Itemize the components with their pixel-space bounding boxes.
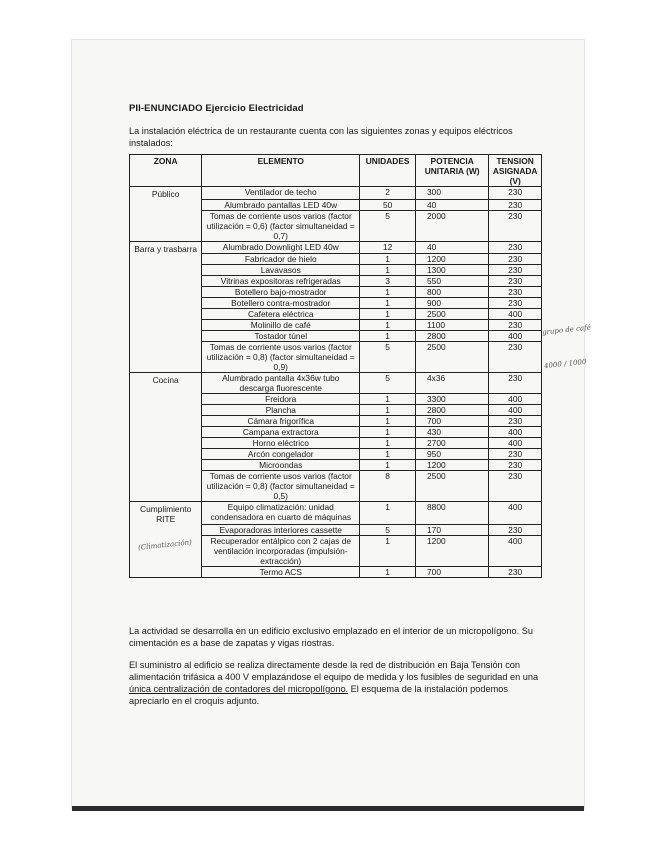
table-row (130, 331, 542, 342)
voltage-cell: 230 (489, 373, 542, 394)
paragraph-supply-underlined: única centralización de contadores del micropolígono. (129, 684, 349, 694)
zone-cell (130, 449, 202, 460)
zone-cell: Cocina (130, 373, 202, 394)
units-cell: 2 (360, 187, 416, 200)
voltage-cell: 230 (489, 199, 542, 210)
units-cell: 1 (360, 416, 416, 427)
table-row (130, 405, 542, 416)
zone-cell (130, 320, 202, 331)
zone-cell (130, 394, 202, 405)
table-header-row (130, 155, 542, 187)
power-cell: 1200 (416, 535, 489, 566)
units-cell: 1 (360, 331, 416, 342)
zone-cell (130, 566, 202, 577)
units-cell: 1 (360, 427, 416, 438)
voltage-cell: 230 (489, 287, 542, 298)
units-cell: 50 (360, 199, 416, 210)
units-cell: 1 (360, 265, 416, 276)
zone-cell (130, 460, 202, 471)
table-row (130, 449, 542, 460)
power-cell: 2700 (416, 438, 489, 449)
power-cell: 40 (416, 199, 489, 210)
power-cell: 900 (416, 298, 489, 309)
header-unidades: UNIDADES (360, 155, 416, 187)
table-row (130, 309, 542, 320)
table-row (130, 394, 542, 405)
voltage-cell: 230 (489, 320, 542, 331)
units-cell: 1 (360, 566, 416, 577)
zone-cell: Barra y trasbarra (130, 241, 202, 254)
voltage-cell: 230 (489, 471, 542, 502)
element-cell: Botellero bajo-mostrador (202, 287, 360, 298)
power-cell: 4x36 (416, 373, 489, 394)
table-row (130, 287, 542, 298)
voltage-cell: 230 (489, 210, 542, 241)
units-cell: 1 (360, 460, 416, 471)
element-cell: Molinillo de café (202, 320, 360, 331)
header-tension: TENSION ASIGNADA (V) (489, 155, 542, 187)
units-cell: 1 (360, 438, 416, 449)
zone-cell (130, 265, 202, 276)
units-cell: 3 (360, 276, 416, 287)
paragraph-supply (129, 659, 542, 707)
power-cell: 550 (416, 276, 489, 287)
element-cell: Lavavasos (202, 265, 360, 276)
table-row (130, 210, 542, 241)
voltage-cell: 230 (489, 187, 542, 200)
power-cell: 950 (416, 449, 489, 460)
table-row (130, 471, 542, 502)
table-row (130, 320, 542, 331)
units-cell: 1 (360, 535, 416, 566)
units-cell: 5 (360, 342, 416, 373)
handwritten-tostador-note: 4000 / 1000 (543, 357, 587, 371)
units-cell: 1 (360, 502, 416, 525)
voltage-cell: 230 (489, 254, 542, 265)
voltage-cell: 400 (489, 405, 542, 416)
table-body (130, 187, 542, 578)
table-row (130, 254, 542, 265)
element-cell: Ventilador de techo (202, 187, 360, 200)
voltage-cell: 400 (489, 427, 542, 438)
power-cell: 1200 (416, 254, 489, 265)
units-cell: 1 (360, 320, 416, 331)
zone-cell (130, 331, 202, 342)
power-cell: 430 (416, 427, 489, 438)
units-cell: 1 (360, 298, 416, 309)
units-cell: 12 (360, 241, 416, 254)
paragraph-building: La actividad se desarrolla en un edificio exclusivo emplazado en el interior de un micropolígono. Su cimentación es a base de zapatas y vigas riostras. (129, 626, 533, 648)
table-row (130, 502, 542, 525)
voltage-cell: 230 (489, 241, 542, 254)
power-cell: 3300 (416, 394, 489, 405)
voltage-cell: 400 (489, 438, 542, 449)
power-cell: 300 (416, 187, 489, 200)
document-title: PII-ENUNCIADO Ejercicio Electricidad (129, 103, 304, 114)
zone-cell (130, 276, 202, 287)
power-cell: 800 (416, 287, 489, 298)
units-cell: 1 (360, 254, 416, 265)
power-cell: 2800 (416, 331, 489, 342)
zone-cell (130, 524, 202, 535)
zone-cell (130, 342, 202, 373)
element-cell: Horno eléctrico (202, 438, 360, 449)
element-cell: Evaporadoras interiores cassette (202, 524, 360, 535)
zone-cell (130, 438, 202, 449)
header-potencia: POTENCIA UNITARIA (W) (416, 155, 489, 187)
element-cell: Tomas de corriente usos varios (factor utilización = 0,8) (factor simultaneidad = 0,5) (202, 471, 360, 502)
table-row (130, 566, 542, 577)
table-row (130, 524, 542, 535)
table-row (130, 427, 542, 438)
zone-cell (130, 210, 202, 241)
element-cell: Alumbrado pantalla 4x36w tubo descarga fluorescente (202, 373, 360, 394)
table-row (130, 373, 542, 394)
zone-cell (130, 298, 202, 309)
element-cell: Cámara frigorífica (202, 416, 360, 427)
element-cell: Botellero contra-mostrador (202, 298, 360, 309)
element-cell: Equipo climatización: unidad condensadora en cuarto de máquinas (202, 502, 360, 525)
zone-cell (130, 287, 202, 298)
power-cell: 1100 (416, 320, 489, 331)
power-cell: 1300 (416, 265, 489, 276)
table-row (130, 199, 542, 210)
table-row (130, 342, 542, 373)
units-cell: 1 (360, 309, 416, 320)
element-cell: Alumbrado Downlight LED 40w (202, 241, 360, 254)
units-cell: 1 (360, 287, 416, 298)
zone-cell (130, 309, 202, 320)
table-row (130, 241, 542, 254)
table-row (130, 265, 542, 276)
zone-cell: Público (130, 187, 202, 200)
voltage-cell: 400 (489, 502, 542, 525)
voltage-cell: 400 (489, 535, 542, 566)
units-cell: 1 (360, 394, 416, 405)
element-cell: Recuperador entálpico con 2 cajas de ventilación incorporadas (impulsión-extracción) (202, 535, 360, 566)
power-cell: 700 (416, 416, 489, 427)
power-cell: 700 (416, 566, 489, 577)
element-cell: Vitrinas expositoras refrigeradas (202, 276, 360, 287)
zone-cell (130, 254, 202, 265)
handwritten-rite-note: (Climatización) (137, 538, 193, 552)
power-cell: 2000 (416, 210, 489, 241)
zone-cell (130, 416, 202, 427)
paragraph-supply-text-2: El esquema de la instalación podemos apreciarlo en el croquis adjunto. (129, 684, 508, 706)
zone-cell (130, 427, 202, 438)
table-row (130, 298, 542, 309)
voltage-cell: 230 (489, 416, 542, 427)
power-cell: 40 (416, 241, 489, 254)
zone-cell (130, 199, 202, 210)
element-cell: Tomas de corriente usos varios (factor utilización = 0,6) (factor simultaneidad = 0,7) (202, 210, 360, 241)
power-cell: 2800 (416, 405, 489, 416)
voltage-cell: 400 (489, 394, 542, 405)
power-cell: 2500 (416, 342, 489, 373)
power-cell: 1200 (416, 460, 489, 471)
equipment-table (129, 154, 542, 578)
voltage-cell: 230 (489, 265, 542, 276)
voltage-cell: 230 (489, 298, 542, 309)
voltage-cell: 400 (489, 331, 542, 342)
power-cell: 2500 (416, 471, 489, 502)
table-row (130, 276, 542, 287)
units-cell: 5 (360, 524, 416, 535)
units-cell: 5 (360, 210, 416, 241)
units-cell: 1 (360, 449, 416, 460)
element-cell: Termo ACS (202, 566, 360, 577)
element-cell: Freidora (202, 394, 360, 405)
page-bottom-edge (72, 806, 584, 811)
element-cell: Plancha (202, 405, 360, 416)
voltage-cell: 230 (489, 449, 542, 460)
power-cell: 170 (416, 524, 489, 535)
element-cell: Campana extractora (202, 427, 360, 438)
units-cell: 8 (360, 471, 416, 502)
handwritten-cafe-note: grupo de café (541, 323, 592, 337)
header-zona: ZONA (130, 155, 202, 187)
element-cell: Tostador túnel (202, 331, 360, 342)
table-row (130, 416, 542, 427)
table-row (130, 187, 542, 200)
element-cell: Alumbrado pantallas LED 40w (202, 199, 360, 210)
paragraph-supply-text-1: El suministro al edificio se realiza directamente desde la red de distribución en Baja Tensión con alimentación trifásica a 400 V emplazándose el equipo de medida y los fusibles de seguridad en una (129, 660, 539, 682)
header-elemento: ELEMENTO (202, 155, 360, 187)
zone-cell (130, 471, 202, 502)
table-row (130, 438, 542, 449)
element-cell: Microondas (202, 460, 360, 471)
zone-cell (130, 405, 202, 416)
table-row (130, 460, 542, 471)
voltage-cell: 230 (489, 460, 542, 471)
power-cell: 8800 (416, 502, 489, 525)
power-cell: 2500 (416, 309, 489, 320)
element-cell: Cafetera eléctrica (202, 309, 360, 320)
units-cell: 5 (360, 373, 416, 394)
units-cell: 1 (360, 405, 416, 416)
element-cell: Fabricador de hielo (202, 254, 360, 265)
voltage-cell: 230 (489, 276, 542, 287)
element-cell: Tomas de corriente usos varios (factor utilización = 0,8) (factor simultaneidad = 0,9) (202, 342, 360, 373)
voltage-cell: 230 (489, 342, 542, 373)
voltage-cell: 230 (489, 524, 542, 535)
zone-cell: Cumplimiento RITE (130, 502, 202, 525)
voltage-cell: 400 (489, 309, 542, 320)
intro-paragraph: La instalación eléctrica de un restaurante cuenta con las siguientes zonas y equipos eléctricos instalados: (129, 126, 513, 148)
voltage-cell: 230 (489, 566, 542, 577)
element-cell: Arcón congelador (202, 449, 360, 460)
